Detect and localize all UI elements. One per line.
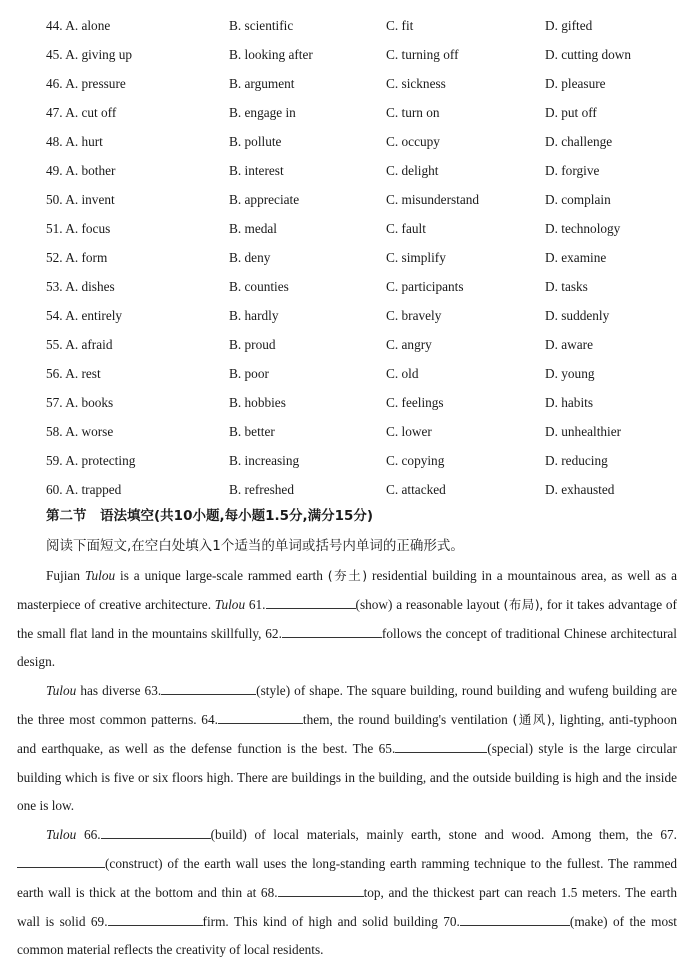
p3-text-d: top, and the thickest part can reach 1.5 meters. The earth wall is solid 69. <box>17 884 677 929</box>
p1-text-d: 61. <box>245 596 266 612</box>
p2-tulou: Tulou <box>46 683 77 699</box>
p1-gloss-2: (布局) <box>503 596 540 612</box>
option-row <box>0 359 692 388</box>
option-a: 49. A. bother <box>46 163 116 178</box>
blank-61[interactable] <box>266 594 356 609</box>
option-a: 60. A. trapped <box>46 482 122 497</box>
p3-tulou: Tulou <box>46 827 77 843</box>
blank-68[interactable] <box>278 882 364 897</box>
option-a: 55. A. afraid <box>46 337 113 352</box>
option-row <box>0 127 692 156</box>
option-d: D. habits <box>545 395 594 410</box>
option-a: 52. A. form <box>46 250 108 265</box>
option-a: 56. A. rest <box>46 366 101 381</box>
option-b: B. looking after <box>229 47 313 62</box>
option-c: C. bravely <box>386 308 442 323</box>
p2-gloss: (通风) <box>512 711 552 727</box>
option-row <box>0 69 692 98</box>
option-row <box>0 417 692 446</box>
option-b: B. deny <box>229 250 271 265</box>
option-row <box>0 446 692 475</box>
option-d: D. reducing <box>545 453 608 468</box>
option-a: 44. A. alone <box>46 18 111 33</box>
option-d: D. challenge <box>545 134 613 149</box>
p3-text-a: 66. <box>76 827 101 843</box>
option-b: B. hardly <box>229 308 279 323</box>
section-instruction: 阅读下面短文,在空白处填入1个适当的单词或括号内单词的正确形式。 <box>46 538 464 554</box>
option-row <box>0 301 692 330</box>
p2-text-c: them, the round building's ventilation <box>302 711 513 727</box>
option-c: C. angry <box>386 337 432 352</box>
p1-tulou-2: Tulou <box>214 596 246 612</box>
option-row <box>0 214 692 243</box>
blank-66[interactable] <box>101 824 211 839</box>
option-row <box>0 156 692 185</box>
option-b: B. poor <box>229 366 269 381</box>
option-c: C. turning off <box>386 47 459 62</box>
p2-text-e: (special) style is the large circular building which is five or six floors high. There are buildings in the building, and the outside building is high and the inside one is low. <box>17 740 677 814</box>
p3-text-c: (construct) of the earth wall uses the long-standing earth ramming technique to the fullest. The rammed earth wall is thick at the bottom and thin at 68. <box>17 855 677 900</box>
paragraph-2 <box>17 677 677 821</box>
option-b: B. refreshed <box>229 482 294 497</box>
option-b: B. better <box>229 424 275 439</box>
option-row <box>0 11 692 40</box>
option-a: 53. A. dishes <box>46 279 115 294</box>
option-d: D. tasks <box>545 279 588 294</box>
option-row <box>0 98 692 127</box>
option-c: C. old <box>386 366 419 381</box>
p3-text-e: firm. This kind of high and solid building 70. <box>202 913 460 929</box>
option-a: 54. A. entirely <box>46 308 123 323</box>
option-a: 58. A. worse <box>46 424 114 439</box>
option-b: B. increasing <box>229 453 300 468</box>
option-d: D. gifted <box>545 18 593 33</box>
option-row <box>0 272 692 301</box>
option-d: D. put off <box>545 105 597 120</box>
blank-70[interactable] <box>460 911 570 926</box>
blank-63[interactable] <box>161 680 256 695</box>
option-d: D. exhausted <box>545 482 615 497</box>
option-a: 46. A. pressure <box>46 76 126 91</box>
option-c: C. participants <box>386 279 464 294</box>
option-d: D. pleasure <box>545 76 606 91</box>
option-row <box>0 243 692 272</box>
option-d: D. examine <box>545 250 607 265</box>
blank-65[interactable] <box>395 738 487 753</box>
p1-text-c: residential building in a mountainous area, as well as a masterpiece of creative architecture. <box>17 568 677 612</box>
p2-text-b: (style) of shape. The square building, round building and wufeng building are the three most common patterns. 64. <box>17 683 677 727</box>
p2-text-a: has diverse 63. <box>76 683 162 699</box>
blank-62[interactable] <box>282 623 382 638</box>
option-c: C. attacked <box>386 482 446 497</box>
option-b: B. pollute <box>229 134 282 149</box>
option-c: C. sickness <box>386 76 446 91</box>
paragraph-1 <box>17 562 677 677</box>
option-b: B. argument <box>229 76 295 91</box>
option-a: 57. A. books <box>46 395 114 410</box>
option-b: B. scientific <box>229 18 294 33</box>
option-b: B. proud <box>229 337 276 352</box>
option-a: 59. A. protecting <box>46 453 136 468</box>
blank-69[interactable] <box>108 911 203 926</box>
option-b: B. hobbies <box>229 395 286 410</box>
p1-text-b: is a unique large-scale rammed earth <box>115 568 328 583</box>
option-d: D. complain <box>545 192 611 207</box>
option-row <box>0 330 692 359</box>
option-c: C. fit <box>386 18 414 33</box>
option-d: D. cutting down <box>545 47 632 62</box>
p3-text-b: (build) of local materials, mainly earth, stone and wood. Among them, the 67. <box>210 827 677 843</box>
option-a: 47. A. cut off <box>46 105 117 120</box>
option-c: C. simplify <box>386 250 446 265</box>
option-c: C. feelings <box>386 395 444 410</box>
option-a: 48. A. hurt <box>46 134 103 149</box>
option-c: C. delight <box>386 163 439 178</box>
p1-text-e: (show) a reasonable layout <box>355 596 504 612</box>
p3-text-f: (make) of the most common material reflects the creativity of local residents. <box>17 913 677 958</box>
option-c: C. copying <box>386 453 445 468</box>
option-b: B. appreciate <box>229 192 300 207</box>
option-row <box>0 388 692 417</box>
passage <box>17 562 677 965</box>
option-c: C. turn on <box>386 105 440 120</box>
p1-gloss-1: (夯土) <box>327 568 368 583</box>
option-row <box>0 40 692 69</box>
option-c: C. lower <box>386 424 432 439</box>
p1-text-a: Fujian <box>46 568 85 583</box>
option-a: 50. A. invent <box>46 192 115 207</box>
option-c: C. fault <box>386 221 426 236</box>
option-b: B. interest <box>229 163 284 178</box>
option-b: B. counties <box>229 279 289 294</box>
p2-text-d: , lighting, anti-typhoon and earthquake, as well as the defense function is the best. The 65. <box>17 711 677 756</box>
option-d: D. aware <box>545 337 593 352</box>
option-d: D. suddenly <box>545 308 610 323</box>
option-a: 45. A. giving up <box>46 47 133 62</box>
paragraph-3 <box>17 821 677 965</box>
option-b: B. engage in <box>229 105 296 120</box>
option-row <box>0 185 692 214</box>
blank-64[interactable] <box>218 709 303 724</box>
p1-tulou: Tulou <box>84 568 116 583</box>
option-a: 51. A. focus <box>46 221 111 236</box>
p1-text-f: , for it takes advantage of the small flat land in the mountains skillfully, 62. <box>17 596 677 641</box>
option-d: D. unhealthier <box>545 424 622 439</box>
option-c: C. occupy <box>386 134 440 149</box>
option-d: D. technology <box>545 221 621 236</box>
option-d: D. young <box>545 366 595 381</box>
options-table <box>0 11 692 504</box>
p1-text-g: follows the concept of traditional Chinese architectural design. <box>17 625 677 670</box>
blank-67[interactable] <box>17 853 105 868</box>
option-row <box>0 475 692 504</box>
section-title: 第二节 语法填空(共10小题,每小题1.5分,满分15分) <box>46 508 374 524</box>
option-d: D. forgive <box>545 163 600 178</box>
option-c: C. misunderstand <box>386 192 480 207</box>
option-b: B. medal <box>229 221 278 236</box>
